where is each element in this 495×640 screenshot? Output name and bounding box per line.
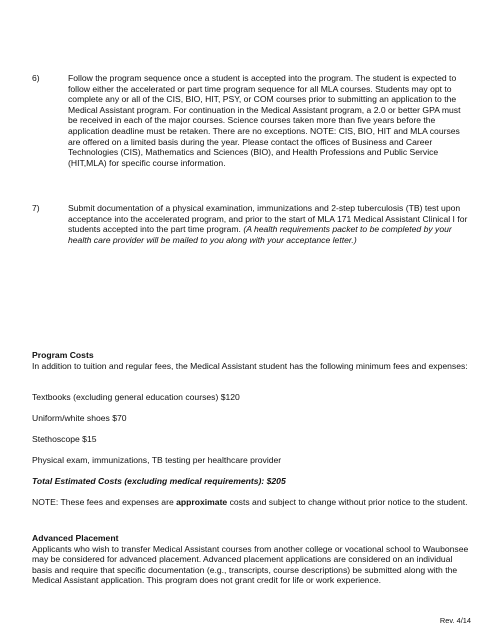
requirement-item-6 <box>32 73 472 168</box>
item-text: Follow the program sequence once a student is accepted into the program. The student is expected to follow either the accelerated or part time program sequence for all MLA courses. Students may opt to complete any or all of the CIS, BIO, HIT, PSY, or COM courses prior to submitting an application to the Medical Assistant program. For continuation in the Medical Assistant program, a 2.0 or better GPA must be received in each of the major courses. Science courses taken more than five years before the application deadline must be retaken. There are no exceptions. NOTE: CIS, BIO, HIT and MLA courses are offered on a limited basis during the year. Please contact the offices of Business and Career Technologies (CIS), Mathematics and Sciences (BIO), and Health Professions and Public Service (HIT,MLA) for specific course information. <box>68 73 461 168</box>
cost-line: Textbooks (excluding general education courses) $120 <box>32 392 240 402</box>
total-costs: Total Estimated Costs (excluding medical requirements): $205 <box>32 476 286 486</box>
costs-note: NOTE: These fees and expenses are approximate costs and subject to change without prior notice to the student. <box>32 497 468 507</box>
section-heading: Advanced Placement <box>32 533 119 543</box>
requirement-item-7 <box>32 203 472 245</box>
cost-line: Physical exam, immunizations, TB testing per healthcare provider <box>32 455 282 465</box>
item-text: Submit documentation of a physical examination, immunizations and 2-step tuberculosis (TB) test upon acceptance into the accelerated program, and prior to the start of MLA 171 Medical Assistant Clinical I for students accepted into the part time program. (A health requirements packet to be completed by your health care provider will be mailed to you along with your acceptance letter.) <box>68 203 468 245</box>
item-number: 6) <box>32 73 40 83</box>
program-costs-section <box>32 350 472 371</box>
item-number: 7) <box>32 203 40 213</box>
section-intro: In addition to tuition and regular fees, the Medical Assistant student has the following minimum fees and expenses: <box>32 360 468 371</box>
section-text: Applicants who wish to transfer Medical Assistant courses from another college or vocational school to Waubonsee may be considered for advanced placement. Advanced placement applications are considered on an individual basis and require that specific documentation (e.g., transcripts, course descriptions) be submitted along with the Medical Assistant application. This program does not grant credit for life or work experience. <box>32 543 469 586</box>
advanced-placement-section <box>32 533 472 586</box>
cost-line: Uniform/white shoes $70 <box>32 413 127 423</box>
section-heading: Program Costs <box>32 350 94 360</box>
cost-line: Stethoscope $15 <box>32 434 97 444</box>
item-italic-note: (A health requirements packet to be completed by your health care provider will be mailed to you along with your acceptance letter.) <box>68 224 452 245</box>
revision-label: Rev. 4/14 <box>439 616 471 625</box>
